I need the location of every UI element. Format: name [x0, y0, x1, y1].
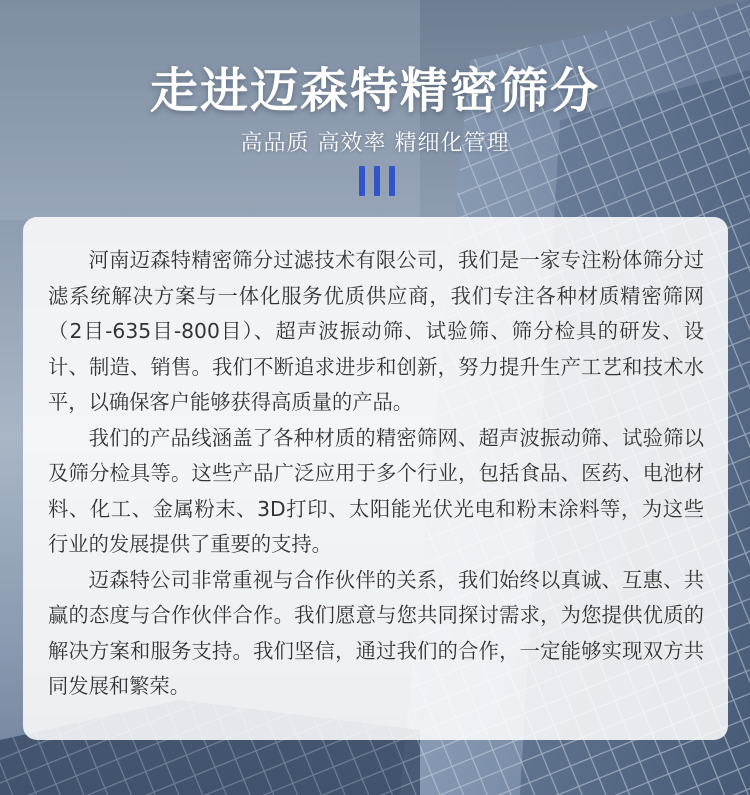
intro-paragraph: 河南迈森特精密筛分过滤技术有限公司，我们是一家专注粉体筛分过滤系统解决方案与一体化服务优质供应商，我们专注各种材质精密筛网（2目-635目-800目）、超声波振动筛、试验筛、筛分检具的研发、设计、制造、销售。我们不断追求进步和创新，努力提升生产工艺和技术水平，以确保客户能够获得高质量的产品。	[48, 248, 704, 414]
decorative-bar	[374, 166, 380, 196]
decorative-bar	[389, 166, 395, 196]
page-subtitle: 高品质 高效率 精细化管理	[240, 131, 510, 156]
decorative-bar	[359, 166, 365, 196]
intro-paragraph: 我们的产品线涵盖了各种材质的精密筛网、超声波振动筛、试验筛以及筛分检具等。这些产品广泛应用于多个行业，包括食品、医药、电池材料、化工、金属粉末、3D打印、太阳能光伏光电和粉末涂料等，为这些行业的发展提供了重要的支持。	[48, 425, 704, 556]
page-title: 走进迈森特精密筛分	[149, 63, 600, 119]
intro-card	[23, 217, 728, 740]
decorative-bars	[359, 166, 395, 196]
intro-paragraph: 迈森特公司非常重视与合作伙伴的关系，我们始终以真诚、互惠、共赢的态度与合作伙伴合作。我们愿意与您共同探讨需求，为您提供优质的解决方案和服务支持。我们坚信，通过我们的合作，一定能够实现双方共同发展和繁荣。	[48, 567, 704, 698]
